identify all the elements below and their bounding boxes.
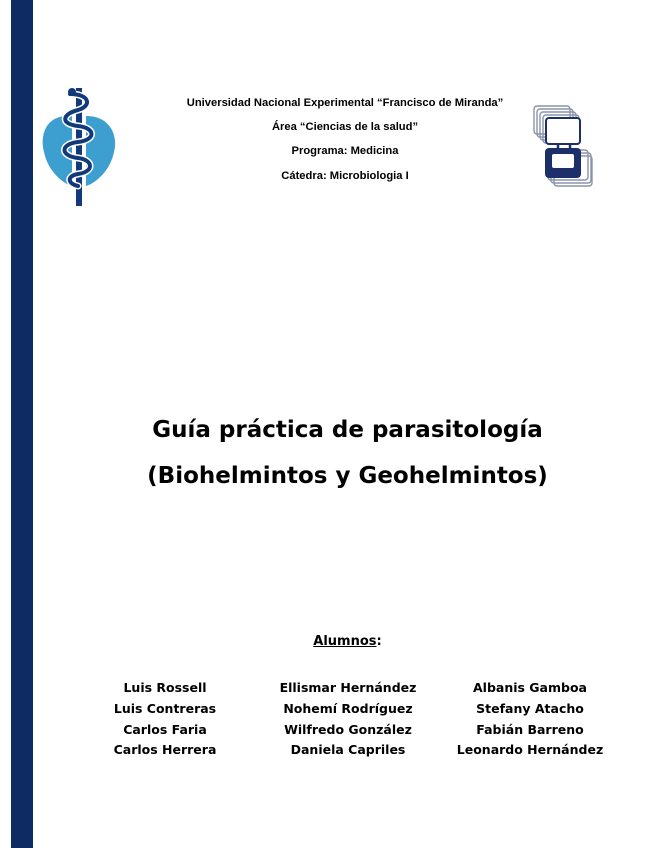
left-decorative-bar <box>11 0 33 848</box>
student-name: Nohemí Rodríguez <box>283 700 413 716</box>
student-name: Luis Contreras <box>113 700 217 716</box>
student-name: Carlos Faria <box>123 721 207 737</box>
student-name: Albanis Gamboa <box>472 680 587 695</box>
document-title <box>40 415 655 507</box>
students-column-1 <box>100 678 230 761</box>
student-name: Stefany Atacho <box>476 700 584 716</box>
student-name: Carlos Herrera <box>113 742 217 758</box>
student-name: Leonardo Hernández <box>456 742 604 758</box>
title-line-2: (Biohelmintos y Geohelmintos) <box>147 463 548 489</box>
chair-name: Cátedra: Microbiologia I <box>281 169 409 182</box>
students-label-colon: : <box>376 634 382 649</box>
student-name: Wilfredo González <box>284 721 412 737</box>
students-column-3 <box>445 678 615 761</box>
student-name: Luis Rossell <box>123 680 207 695</box>
students-heading <box>240 634 455 649</box>
student-name: Daniela Capriles <box>290 742 406 758</box>
student-name: Fabián Barreno <box>476 721 584 737</box>
university-name: Universidad Nacional Experimental “Francisco de Miranda” <box>186 97 504 109</box>
title-line-1: Guía práctica de parasitología <box>152 417 543 443</box>
program-name: Programa: Medicina <box>291 145 399 158</box>
student-name: Ellismar Hernández <box>279 680 417 695</box>
students-column-2 <box>260 678 436 761</box>
area-name: Área “Ciencias de la salud” <box>271 121 419 134</box>
students-label: Alumnos <box>313 634 377 649</box>
institution-header <box>140 97 550 194</box>
caduceus-medicine-logo-icon <box>38 80 120 208</box>
